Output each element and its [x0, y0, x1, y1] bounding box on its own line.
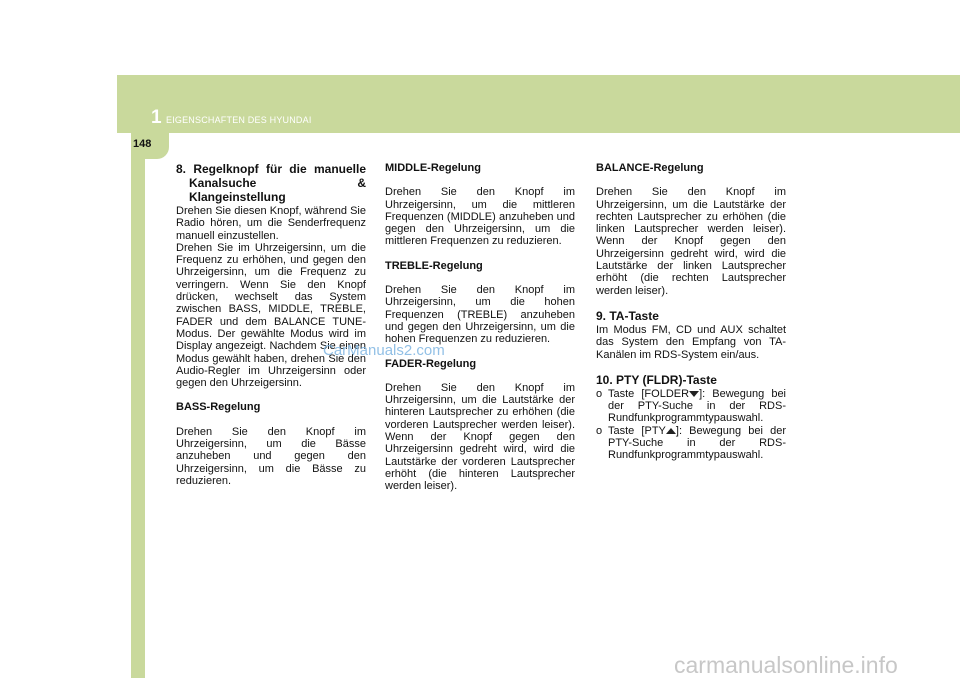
ta-text: Im Modus FM, CD und AUX schaltet das System den Empfang von TA-Kanälen im RDS-System ein/aus.: [596, 323, 786, 361]
chapter-number: 1: [151, 107, 162, 128]
chapter-title: EIGENSCHAFTEN DES HYUNDAI: [166, 115, 312, 125]
page-number: 148: [133, 138, 152, 150]
side-strip: [131, 159, 145, 678]
watermark: CarManuals2.com: [323, 342, 445, 359]
bullet-pty: o Taste [PTY ]: Bewegung bei der PTY-Suche in der RDS-Rundfunkprogrammtypauswahl.: [596, 424, 786, 462]
bass-title: BASS-Regelung: [176, 401, 261, 414]
treble-title: TREBLE-Regelung: [385, 259, 483, 272]
section-heading-8: 8. Regelknopf für die manuelle Kanalsuche & Klangeinstellung: [176, 162, 366, 204]
middle-title: MIDDLE-Regelung: [385, 162, 481, 174]
bullet-mark: o: [596, 424, 603, 437]
bass-text: Drehen Sie den Knopf im Uhrzeigersinn, um die Bässe anzuheben und gegen den Uhrzeigersinn, um die Bässe zu reduzieren.: [176, 425, 366, 487]
balance-text: Drehen Sie den Knopf im Uhrzeigersinn, um die Lautstärke der rechten Lautsprecher zu erhöhen (die linken Lautsprecher werden leiser). Wenn der Knopf gegen den Uhrzeigersinn gedreht wird, wird die Lautstärke der linken Lautsprecher erhöht (die rechten Lautsprecher werden leiser).: [596, 186, 786, 297]
fader-text: Drehen Sie den Knopf im Uhrzeigersinn, um die Lautstärke der hinteren Lautsprecher zu erhöhen (die vorderen Lautsprecher werden leiser). Wenn der Knopf gegen den Uhrzeigersinn gedreht wird, wird die Lautstärke der vorderen Lautsprecher erhöht (die hinteren Lautsprecher werden leiser).: [385, 381, 575, 493]
middle-text: Drehen Sie den Knopf im Uhrzeigersinn, um die mittleren Frequenzen (MIDDLE) anzuheben und gegen den Uhrzeigersinn, um die mittleren Frequenzen zu reduzieren.: [385, 186, 575, 248]
paragraph-manual-tuning: Drehen Sie diesen Knopf, während Sie Radio hören, um die Senderfrequenz manuell einzustellen.: [176, 205, 366, 242]
paragraph-mode-switch: Drehen Sie im Uhrzeigersinn, um die Frequenz zu erhöhen, und gegen den Uhrzeigersinn, um die Frequenz zu verringern. Wenn Sie den Knopf drücken, wechselt das System zwischen BASS, MIDDLE, TREBLE, FADER und dem BALANCE TUNE-Modus. Der gewählte Modus wird im Display angezeigt. Nachdem Sie einen Modus gewählt haben, drehen Sie den Audio-Regler im Uhrzeigersinn oder gegen den Uhrzeigersinn.: [176, 241, 366, 390]
section-heading-10: 10. PTY (FLDR)-Taste: [596, 372, 717, 387]
chevron-down-icon: [689, 391, 699, 397]
section-heading-9: 9. TA-Taste: [596, 308, 659, 323]
chevron-up-icon: [666, 428, 676, 434]
column-1: [176, 162, 366, 499]
footer-watermark: carmanualsonline.info: [674, 652, 898, 678]
treble-text: Drehen Sie den Knopf im Uhrzeigersinn, um die hohen Frequenzen (TREBLE) anzuheben und gegen den Uhrzeigersinn, um die hohen Frequenzen zu reduzieren.: [385, 284, 575, 346]
bullet-folder: o Taste [FOLDER ]: Bewegung bei der PTY-Suche in der RDS-Rundfunkprogrammtypauswahl.: [596, 387, 787, 425]
balance-title: BALANCE-Regelung: [596, 162, 704, 174]
column-3: [596, 162, 786, 462]
column-2: [385, 162, 575, 505]
bullet-mark: o: [596, 387, 603, 400]
fader-title: FADER-Regelung: [385, 357, 477, 370]
